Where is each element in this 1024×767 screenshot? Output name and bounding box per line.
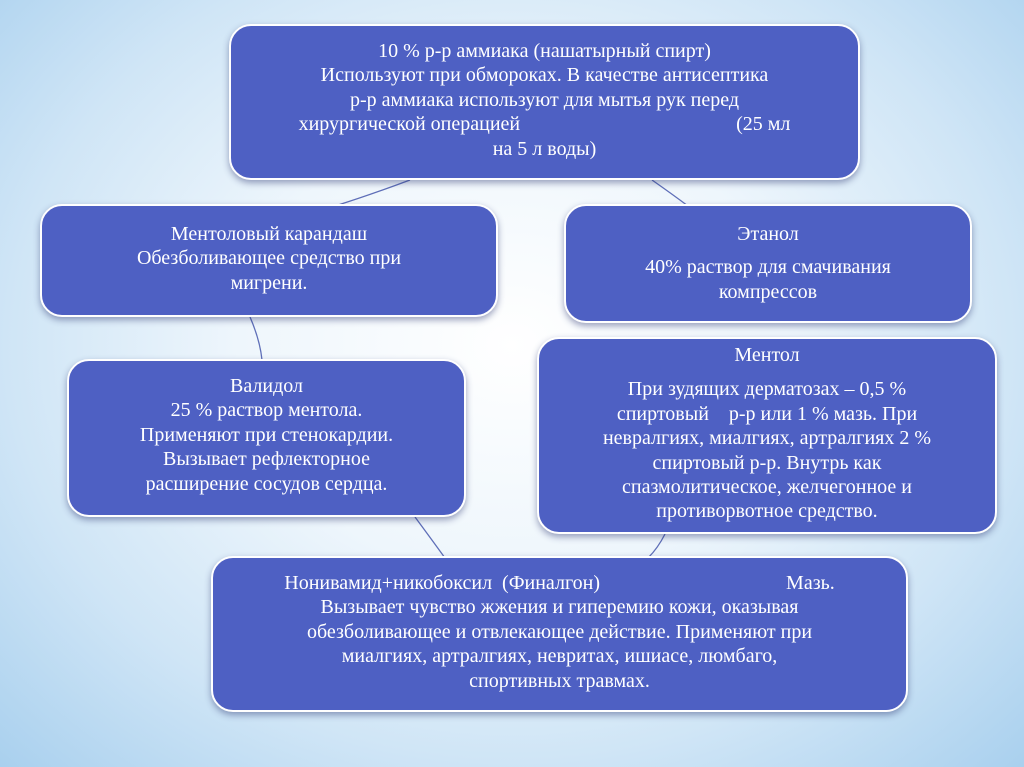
- menthol-pencil-line-2: Обезболивающее средство при: [136, 247, 402, 270]
- validol-line-4: Вызывает рефлекторное: [163, 448, 370, 471]
- ethanol-line-2: 40% раствор для смачивания: [645, 256, 891, 279]
- connector-validol-to-finalgon: [415, 517, 445, 558]
- ammonia-solution-node: [229, 24, 860, 180]
- validol-title: Валидол: [230, 375, 303, 397]
- finalgon-line-5: спортивных травмах.: [469, 669, 650, 692]
- ammonia-line-2: Используют при обмороках. В качестве антисептика: [320, 64, 769, 87]
- finalgon-line-4: миалгиях, артралгиях, невритах, ишиасе, люмбаго,: [341, 645, 778, 668]
- validol-node: [67, 359, 466, 517]
- menthol-line-2: При зудящих дерматозах – 0,5 %: [627, 378, 907, 401]
- ammonia-line-5: на 5 л воды): [492, 137, 597, 160]
- finalgon-node: [211, 556, 908, 712]
- connector-menthol-to-finalgon: [648, 534, 665, 558]
- ammonia-line-4-text: хирургической операцией: [298, 113, 521, 136]
- connector-menthol-pencil-to-validol: [250, 317, 262, 360]
- ammonia-line-3: р-р аммиака используют для мытья рук перед: [349, 88, 740, 111]
- ethanol-title: Этанол: [737, 223, 799, 245]
- menthol-pencil-line-3: мигрени.: [230, 271, 308, 294]
- ammonia-line-4: [231, 112, 858, 136]
- finalgon-form: Мазь.: [786, 572, 835, 594]
- menthol-line-5: спиртовый р-р. Внутрь как: [652, 451, 882, 474]
- menthol-pencil-title: Ментоловый карандаш: [170, 223, 368, 245]
- connector-ammonia-to-ethanol: [652, 180, 688, 206]
- menthol-pencil-node: [40, 204, 498, 317]
- validol-line-3: Применяют при стенокардии.: [139, 423, 394, 446]
- finalgon-line-2: Вызывает чувство жжения и гиперемию кожи, оказывая: [320, 596, 799, 619]
- menthol-node: [537, 337, 997, 534]
- menthol-line-7: противорвотное средство.: [656, 500, 878, 523]
- menthol-line-6: спазмолитическое, желчегонное и: [621, 475, 912, 498]
- ammonia-line-4-dose: (25 мл: [736, 113, 791, 136]
- menthol-line-4: невралгиях, миалгиях, артралгиях 2 %: [602, 427, 932, 450]
- finalgon-drug-name: Нонивамид+никобоксил (Финалгон): [284, 572, 601, 594]
- connector-ammonia-to-menthol-pencil: [335, 180, 410, 206]
- ethanol-node: [564, 204, 972, 323]
- validol-line-5: расширение сосудов сердца.: [145, 472, 388, 495]
- menthol-line-3: спиртовый р-р или 1 % мазь. При: [616, 402, 918, 425]
- ammonia-line-1: 10 % р-р аммиака (нашатырный спирт): [378, 40, 711, 62]
- validol-line-2: 25 % раствор ментола.: [170, 399, 363, 422]
- menthol-title: Ментол: [734, 344, 800, 366]
- ethanol-line-3: компрессов: [718, 280, 818, 303]
- finalgon-line-1: [213, 571, 906, 595]
- finalgon-line-3: обезболивающее и отвлекающее действие. Применяют при: [306, 620, 813, 643]
